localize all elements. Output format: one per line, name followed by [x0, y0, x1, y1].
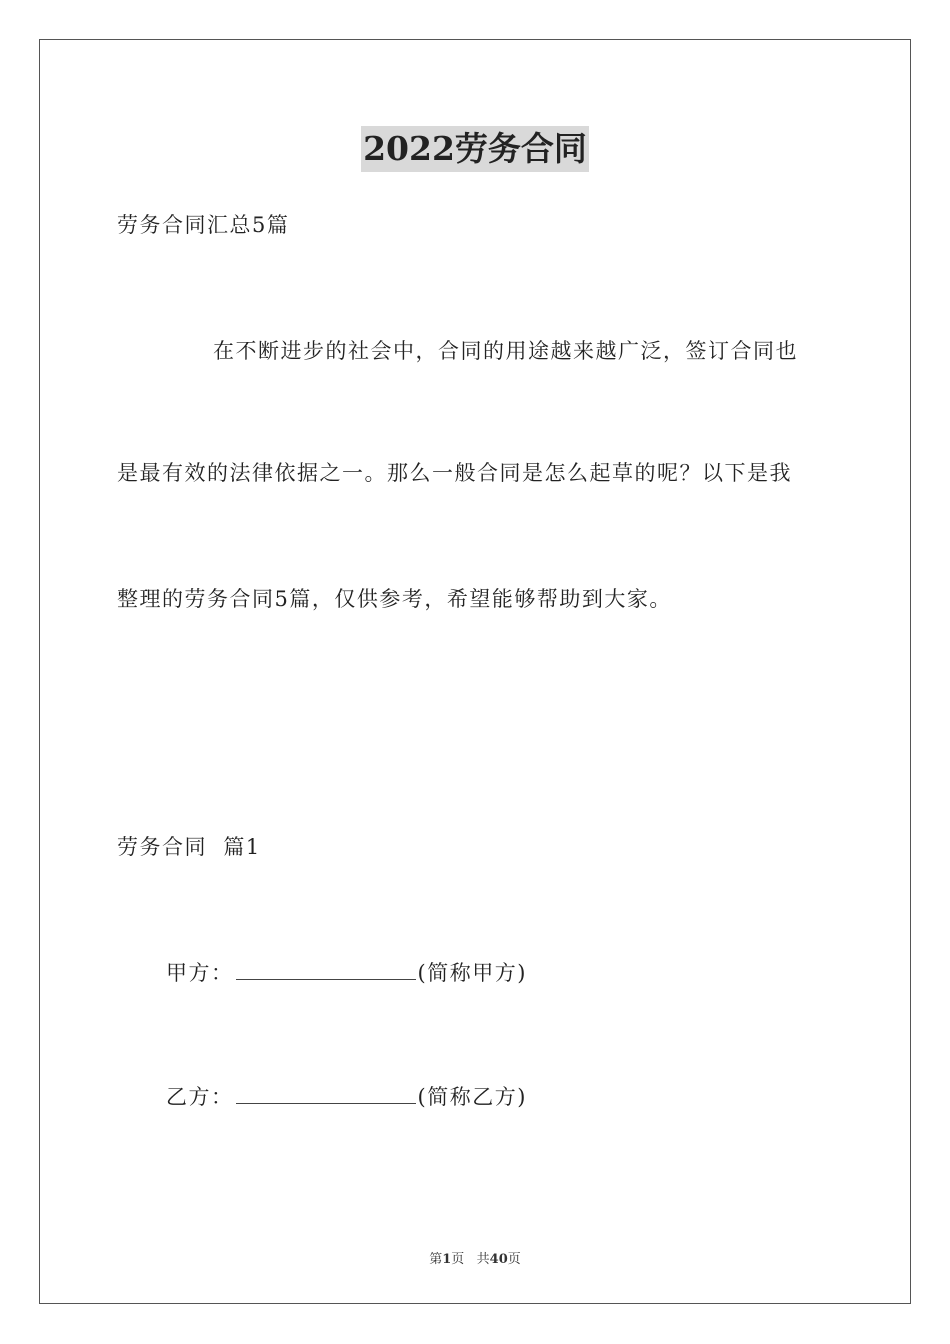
party-a-suffix: (简称甲方): [417, 961, 527, 985]
party-b-blank: [236, 1081, 416, 1104]
section-heading: 劳务合同 篇1: [117, 835, 261, 859]
footer-page-number: 1: [442, 1252, 452, 1267]
party-a-label: 甲方：: [166, 961, 234, 985]
footer-page-prefix: 第: [429, 1252, 443, 1267]
document-subtitle: 劳务合同汇总5篇: [117, 213, 290, 237]
party-a-line: [166, 957, 527, 988]
document-title-text: 2022劳务合同: [361, 126, 589, 172]
party-b-line: [166, 1081, 527, 1112]
party-a-blank: [236, 957, 416, 980]
footer-total-pages: 40: [489, 1252, 508, 1267]
footer-page-mid: 页 共: [451, 1252, 490, 1267]
intro-paragraph-line-2: 是最有效的法律依据之一。那么一般合同是怎么起草的呢？以下是我: [117, 461, 792, 485]
intro-paragraph-line-3: 整理的劳务合同5篇，仅供参考，希望能够帮助到大家。: [117, 587, 672, 611]
party-b-suffix: (简称乙方): [417, 1085, 527, 1109]
intro-paragraph-line-1: 在不断进步的社会中，合同的用途越来越广泛，签订合同也: [213, 339, 798, 363]
document-title: [0, 126, 950, 178]
page-footer: [0, 1248, 950, 1267]
party-b-label: 乙方：: [166, 1085, 234, 1109]
footer-page-suffix: 页: [507, 1252, 521, 1267]
